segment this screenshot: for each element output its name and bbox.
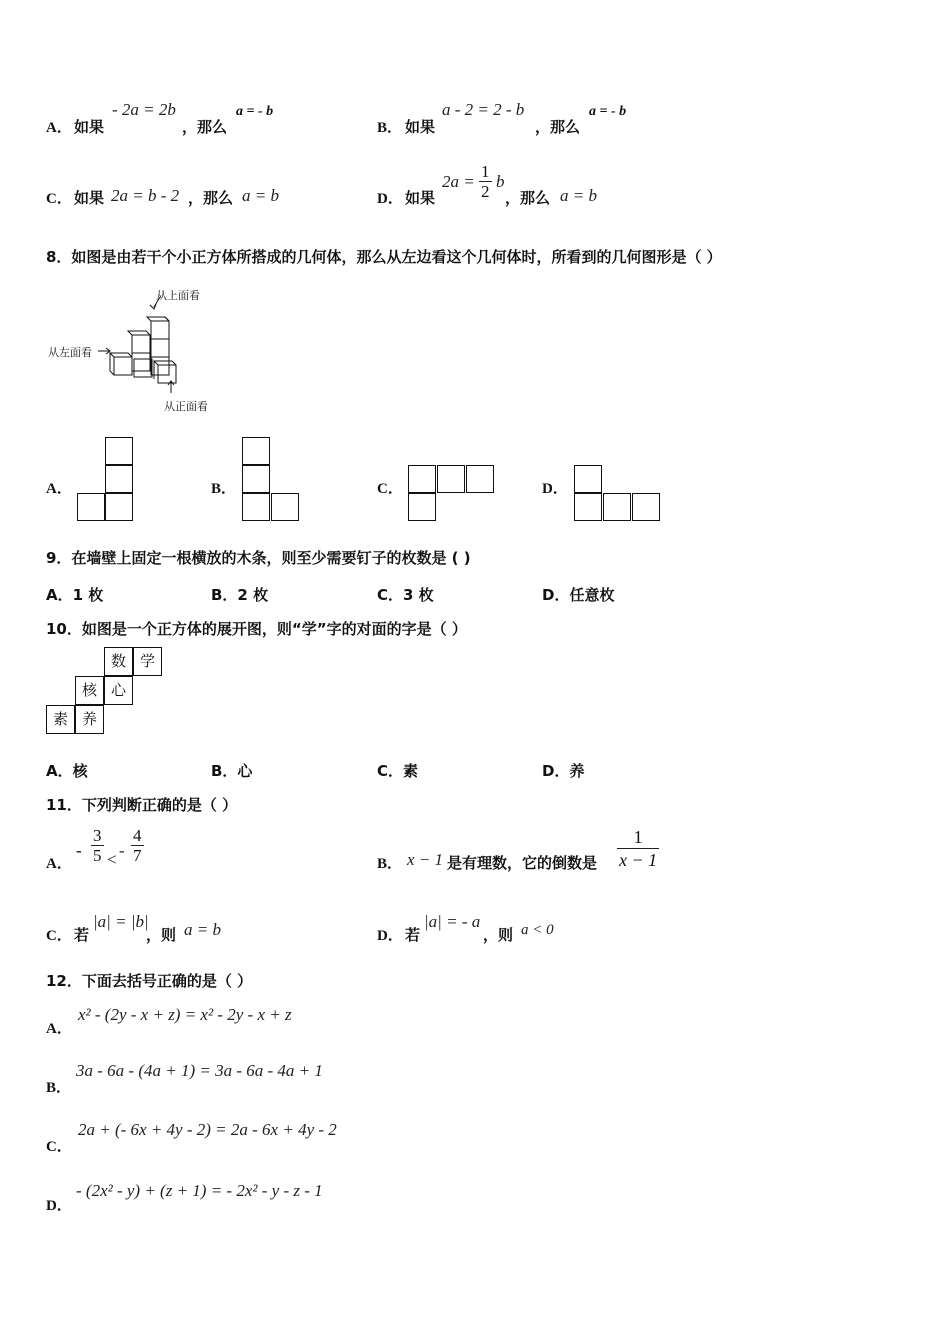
option-label: A． [46,120,72,136]
q10-option-c: C．素 [377,762,419,780]
q12-option-a-label: A． [46,1021,72,1037]
if-text: 如果 [405,189,436,207]
if-text: 如果 [405,118,436,136]
square [77,493,105,521]
less-than-sign: < [107,850,117,869]
then-text: ，那么 [188,189,234,207]
expression: x − 1 [407,850,444,869]
then-text: ，那么 [505,189,551,207]
q10-option-b: B．心 [211,762,253,780]
fraction-numerator: 4 [133,826,142,845]
square [242,437,270,465]
fraction-one-half [479,162,492,201]
q9-stem: 9．在墙壁上固定一根横放的木条，则至少需要钉子的枚数是 ( ) [46,549,471,567]
result: a = b [242,186,279,205]
then-text: ，那么 [182,118,228,136]
label-front-view: 从正面看 [164,400,208,413]
cube-stack-drawing [46,285,226,415]
q12-stem: 12．下面去括号正确的是（ ） [46,972,253,990]
q9-option-a: A．1 枚 [46,586,104,604]
q8-stem: 8．如图是由若干个小正方体所搭成的几何体，那么从左边看这个几何体时，所看到的几何图形是（ ） [46,248,722,266]
if-text: 若 [74,926,90,944]
square [408,493,436,521]
fraction-denominator: 5 [93,846,102,865]
q10-option-a: A．核 [46,762,88,780]
square [574,493,602,521]
square [408,465,436,493]
q8-option-d-figure [574,465,664,525]
net-cell-he: 核 [75,676,104,705]
if-text: 如果 [74,118,105,136]
result: a = - b [236,104,274,119]
q8-option-a-label: A． [46,481,72,497]
q8-option-a-figure [77,437,137,524]
option-label: A． [46,856,72,872]
net-cell-shu: 数 [104,647,133,676]
fraction-denominator: 2 [481,182,490,201]
q10-stem: 10．如图是一个正方体的展开图，则“学”字的对面的字是（ ） [46,620,467,638]
q8-solid-figure [46,285,226,415]
equation-right: b [496,172,505,191]
q12-option-a-expression: x² - (2y - x + z) = x² - 2y - x + z [78,1005,292,1024]
fraction-numerator: 1 [481,162,490,181]
square [271,493,299,521]
fraction-numerator: 3 [93,826,102,845]
net-cell-xin: 心 [104,676,133,705]
square [242,493,270,521]
q11-option-b [377,826,677,876]
if-text: 如果 [74,189,105,207]
equation: - 2a = 2b [112,100,176,119]
q9-option-c: C．3 枚 [377,586,434,604]
then-text: ，则 [483,926,514,944]
q8-option-b-label: B． [211,481,237,497]
fraction-three-fifths [91,826,104,865]
fraction-denominator: x − 1 [619,850,658,870]
label-top-view: 从上面看 [156,289,200,302]
label-left-view: 从左面看 [48,346,92,359]
q9-option-b: B．2 枚 [211,586,269,604]
equation-left: 2a = [442,172,475,191]
minus-sign: - [76,841,82,860]
if-text: 若 [405,926,421,944]
square [105,437,133,465]
net-cell-yang: 养 [75,705,104,734]
q8-option-c-label: C． [377,481,403,497]
q9-option-d: D．任意枚 [542,586,615,604]
condition: |a| = - a [424,912,481,931]
q12-option-c-expression: 2a + (- 6x + 4y - 2) = 2a - 6x + 4y - 2 [78,1120,337,1139]
q12-option-d-label: D． [46,1198,72,1214]
q12-option-d-expression: - (2x² - y) + (z + 1) = - 2x² - y - z - 1 [76,1181,323,1200]
q10-option-d: D．养 [542,762,585,780]
square [632,493,660,521]
option-label: C． [46,928,72,944]
net-cell-xue: 学 [133,647,162,676]
square [105,493,133,521]
description-text: 是有理数，它的倒数是 [447,854,598,872]
option-label: D． [377,191,403,207]
square [105,465,133,493]
result: a = b [184,920,221,939]
then-text: ，那么 [535,118,581,136]
q12-option-b-label: B． [46,1080,72,1096]
q8-option-c-figure [408,465,498,525]
fraction-denominator: 7 [133,846,142,865]
then-text: ，则 [146,926,177,944]
option-label: D． [377,928,403,944]
fraction-numerator: 1 [617,826,659,849]
equation: 2a = b - 2 [111,186,180,205]
option-label: C． [46,191,72,207]
q8-option-b-figure [242,437,302,524]
result: a = - b [589,104,627,119]
minus-sign: - [119,841,125,860]
q12-option-c-label: C． [46,1139,72,1155]
condition: |a| = |b| [93,912,149,931]
q8-option-d-label: D． [542,481,568,497]
option-label: B． [377,120,403,136]
q11-stem: 11．下列判断正确的是（ ） [46,796,238,814]
result: a = b [560,186,597,205]
fraction-reciprocal [617,826,659,871]
equation: a - 2 = 2 - b [442,100,525,119]
net-cell-su: 素 [46,705,75,734]
fraction-four-sevenths [131,826,144,865]
square [466,465,494,493]
option-label: B． [377,856,403,872]
q11-option-a [46,826,176,876]
square [242,465,270,493]
square [437,465,465,493]
result: a < 0 [521,922,554,938]
q10-cube-net [46,647,166,737]
square [603,493,631,521]
square [574,465,602,493]
q12-option-b-expression: 3a - 6a - (4a + 1) = 3a - 6a - 4a + 1 [76,1061,323,1080]
